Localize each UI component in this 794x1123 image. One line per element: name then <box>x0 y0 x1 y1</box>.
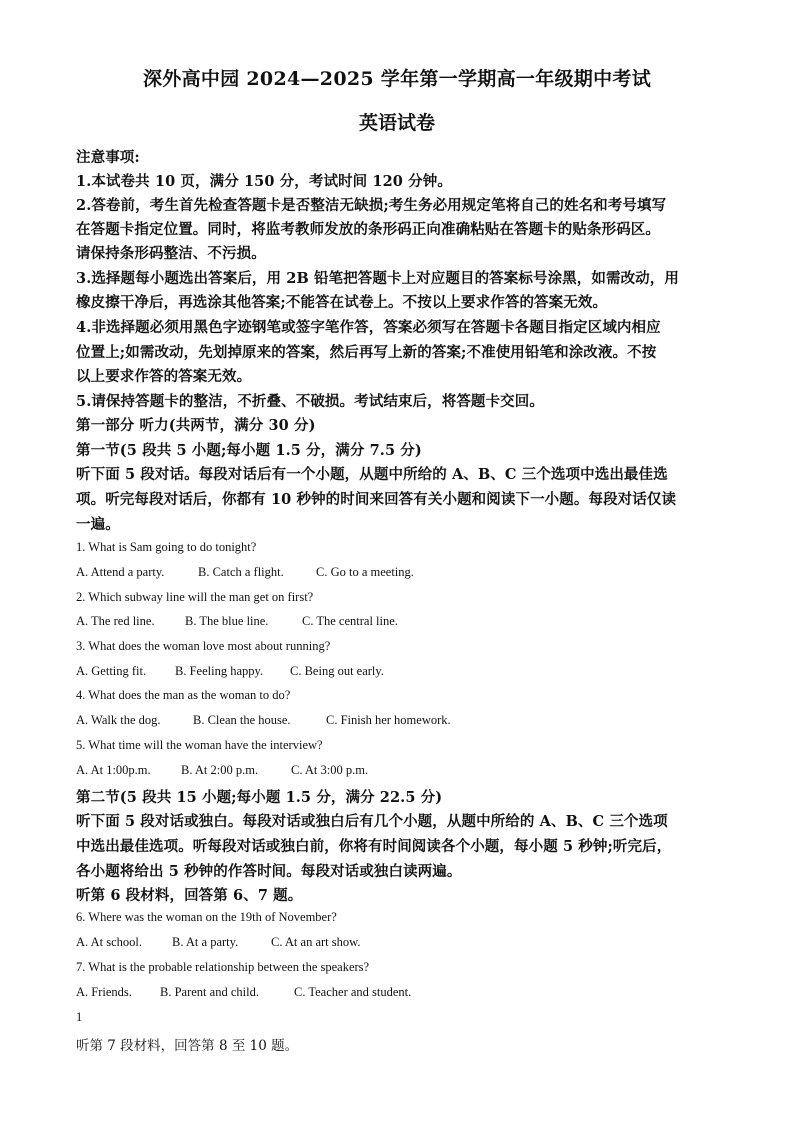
section2-instructions-line-3: 各小题将给出 5 秒钟的作答时间。每段对话或独白读两遍。 <box>76 863 462 880</box>
section1-instructions-line-1: 听下面 5 段对话。每段对话后有一个小题，从题中所给的 A、B、C 三个选项中选出最佳选 <box>76 466 668 483</box>
note-4-line-3: 以上要求作答的答案无效。 <box>76 368 252 385</box>
note-2-line-1: 2.答卷前，考生首先检查答题卡是否整洁无缺损;考生务必用规定笔将自己的姓名和考号填写 <box>76 197 667 214</box>
note-5: 5.请保持答题卡的整洁，不折叠、不破损。考试结束后，将答题卡交回。 <box>76 393 544 410</box>
section1-instructions-line-3: 一遍。 <box>76 516 120 533</box>
note-1: 1.本试卷共 10 页，满分 150 分，考试时间 120 分钟。 <box>76 173 452 190</box>
question-3-options <box>76 664 726 679</box>
material-7-heading: 听第 7 段材料，回答第 8 至 10 题。 <box>76 1038 299 1054</box>
question-7: 7. What is the probable relationship between the speakers? <box>76 960 370 974</box>
option-a: A. Getting fit. <box>76 664 147 678</box>
question-6-options <box>76 935 726 950</box>
note-4-line-1: 4.非选择题必须用黑色字迹钢笔或签字笔作答，答案必须写在答题卡各题目指定区域内相应 <box>76 319 661 336</box>
question-6: 6. Where was the woman on the 19th of November? <box>76 910 337 924</box>
option-c: C. At 3:00 p.m. <box>291 763 369 777</box>
question-4: 4. What does the man as the woman to do? <box>76 688 291 702</box>
option-c: C. Go to a meeting. <box>316 565 414 579</box>
question-3: 3. What does the woman love most about running? <box>76 639 331 653</box>
material-6-heading: 听第 6 段材料，回答第 6、7 题。 <box>76 887 303 904</box>
option-b: B. Clean the house. <box>193 713 291 727</box>
note-2-line-3: 请保持条形码整洁、不污损。 <box>76 245 266 262</box>
question-7-options <box>76 985 726 1000</box>
option-b: B. Parent and child. <box>160 985 259 999</box>
option-b: B. The blue line. <box>185 614 269 628</box>
option-c: C. Finish her homework. <box>326 713 451 727</box>
question-2-options <box>76 614 726 629</box>
question-4-options <box>76 713 726 728</box>
page-number: 1 <box>76 1010 83 1024</box>
question-5: 5. What time will the woman have the interview? <box>76 738 323 752</box>
note-2-line-2: 在答题卡指定位置。同时，将监考教师发放的条形码正向准确粘贴在答题卡的贴条形码区。 <box>76 221 660 238</box>
option-b: B. Catch a flight. <box>198 565 284 579</box>
option-b: B. Feeling happy. <box>175 664 264 678</box>
option-b: B. At a party. <box>172 935 239 949</box>
section2-instructions-line-1: 听下面 5 段对话或独白。每段对话或独白后有几个小题，从题中所给的 A、B、C 三个选项 <box>76 813 668 830</box>
question-5-options <box>76 763 726 778</box>
notes-heading: 注意事项: <box>76 149 140 166</box>
option-a: A. Walk the dog. <box>76 713 161 727</box>
question-1-options <box>76 565 726 580</box>
option-a: A. At 1:00p.m. <box>76 763 151 777</box>
option-c: C. The central line. <box>302 614 398 628</box>
option-a: A. At school. <box>76 935 142 949</box>
section2-instructions-line-2: 中选出最佳选项。听每段对话或独白前，你将有时间阅读各个小题，每小题 5 秒钟;听完后， <box>76 838 672 855</box>
option-b: B. At 2:00 p.m. <box>181 763 259 777</box>
section2-heading: 第二节(5 段共 15 小题;每小题 1.5 分，满分 22.5 分) <box>76 789 443 806</box>
section1-instructions-line-2: 项。听完每段对话后，你都有 10 秒钟的时间来回答有关小题和阅读下一小题。每段对话仅读 <box>76 491 677 508</box>
question-2: 2. Which subway line will the man get on first? <box>76 590 314 604</box>
note-4-line-2: 位置上;如需改动，先划掉原来的答案，然后再写上新的答案;不准使用铅笔和涂改液。不按 <box>76 344 657 361</box>
exam-title: 深外高中园 2024—2025 学年第一学期高一年级期中考试 <box>143 68 651 90</box>
option-a: A. Friends. <box>76 985 132 999</box>
section1-heading: 第一节(5 段共 5 小题;每小题 1.5 分，满分 7.5 分) <box>76 442 422 459</box>
part1-heading: 第一部分 听力(共两节，满分 30 分) <box>76 417 316 434</box>
option-a: A. Attend a party. <box>76 565 165 579</box>
note-3-line-1: 3.选择题每小题选出答案后，用 2B 铅笔把答题卡上对应题目的答案标号涂黑，如需改动，用 <box>76 270 679 287</box>
option-c: C. Being out early. <box>290 664 384 678</box>
option-c: C. At an art show. <box>271 935 361 949</box>
option-a: A. The red line. <box>76 614 155 628</box>
option-c: C. Teacher and student. <box>294 985 412 999</box>
exam-subtitle: 英语试卷 <box>358 112 435 134</box>
question-1: 1. What is Sam going to do tonight? <box>76 540 257 554</box>
note-3-line-2: 橡皮擦干净后，再选涂其他答案;不能答在试卷上。不按以上要求作答的答案无效。 <box>76 294 608 311</box>
